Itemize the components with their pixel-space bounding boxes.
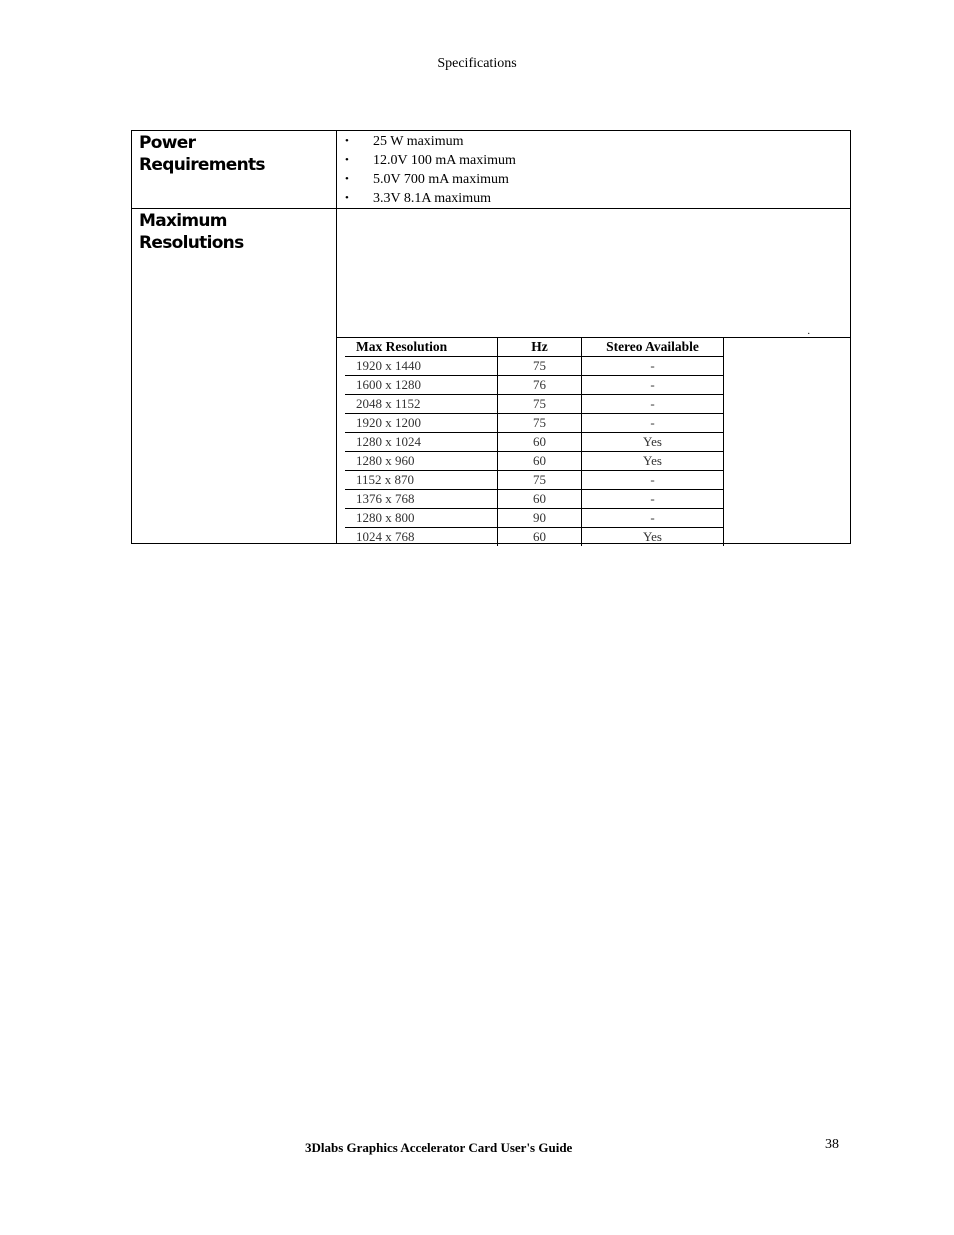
resolutions-blank-area <box>337 209 850 338</box>
cell-stereo: - <box>582 471 724 490</box>
power-label-line2: Requirements <box>139 155 265 175</box>
cell-hz: 75 <box>498 414 582 433</box>
bullet-icon: • <box>345 154 349 166</box>
table-row <box>345 452 724 471</box>
cell-stereo: Yes <box>582 452 724 471</box>
table-row <box>345 357 724 376</box>
list-item <box>345 151 850 170</box>
cell-hz: 75 <box>498 471 582 490</box>
maximum-resolutions-content <box>337 209 850 543</box>
page-header: Specifications <box>437 56 517 71</box>
cell-stereo: - <box>582 395 724 414</box>
list-item-text: 3.3V 8.1A maximum <box>373 191 491 206</box>
cell-stereo: Yes <box>582 433 724 452</box>
cell-resolution: 1376 x 768 <box>345 490 498 509</box>
list-item-text: 25 W maximum <box>373 134 464 149</box>
list-item-text: 5.0V 700 mA maximum <box>373 172 509 187</box>
cell-hz: 75 <box>498 395 582 414</box>
cell-hz: 60 <box>498 528 582 547</box>
table-row <box>345 509 724 528</box>
specifications-table <box>131 130 851 544</box>
cell-stereo: - <box>582 414 724 433</box>
cell-resolution: 2048 x 1152 <box>345 395 498 414</box>
cell-resolution: 1920 x 1200 <box>345 414 498 433</box>
table-row <box>345 528 724 547</box>
table-header-row <box>345 338 724 357</box>
list-item <box>345 132 850 151</box>
cell-resolution: 1920 x 1440 <box>345 357 498 376</box>
power-requirements-row <box>132 131 850 208</box>
resolutions-label-line1: Maximum <box>139 211 227 231</box>
cell-stereo: Yes <box>582 528 724 547</box>
table-row <box>345 376 724 395</box>
cell-hz: 90 <box>498 509 582 528</box>
stray-dot: . <box>807 326 810 337</box>
cell-stereo: - <box>582 490 724 509</box>
list-item <box>345 189 850 208</box>
column-header-stereo-available: Stereo Available <box>582 338 724 357</box>
resolutions-label-line2: Resolutions <box>139 233 244 253</box>
resolutions-table <box>345 338 724 546</box>
list-item <box>345 170 850 189</box>
bullet-icon: • <box>345 173 349 185</box>
bullet-icon: • <box>345 135 349 147</box>
cell-stereo: - <box>582 376 724 395</box>
cell-resolution: 1280 x 960 <box>345 452 498 471</box>
page-number: 38 <box>825 1137 839 1152</box>
cell-hz: 76 <box>498 376 582 395</box>
column-header-max-resolution: Max Resolution <box>345 338 498 357</box>
cell-stereo: - <box>582 357 724 376</box>
table-row <box>345 433 724 452</box>
cell-hz: 60 <box>498 433 582 452</box>
bullet-icon: • <box>345 192 349 204</box>
cell-resolution: 1600 x 1280 <box>345 376 498 395</box>
power-requirements-list <box>345 132 850 208</box>
cell-resolution: 1280 x 1024 <box>345 433 498 452</box>
power-label-line1: Power <box>139 133 196 153</box>
table-row <box>345 471 724 490</box>
maximum-resolutions-row <box>132 208 850 543</box>
power-requirements-label <box>132 131 337 208</box>
table-row <box>345 395 724 414</box>
cell-hz: 75 <box>498 357 582 376</box>
cell-stereo: - <box>582 509 724 528</box>
cell-resolution: 1024 x 768 <box>345 528 498 547</box>
cell-hz: 60 <box>498 452 582 471</box>
footer-guide-title: 3Dlabs Graphics Accelerator Card User's Guide <box>305 1140 573 1155</box>
table-row <box>345 414 724 433</box>
maximum-resolutions-label <box>132 209 337 543</box>
cell-resolution: 1280 x 800 <box>345 509 498 528</box>
power-requirements-content <box>337 131 850 208</box>
table-row <box>345 490 724 509</box>
column-header-hz: Hz <box>498 338 582 357</box>
cell-resolution: 1152 x 870 <box>345 471 498 490</box>
cell-hz: 60 <box>498 490 582 509</box>
list-item-text: 12.0V 100 mA maximum <box>373 153 516 168</box>
